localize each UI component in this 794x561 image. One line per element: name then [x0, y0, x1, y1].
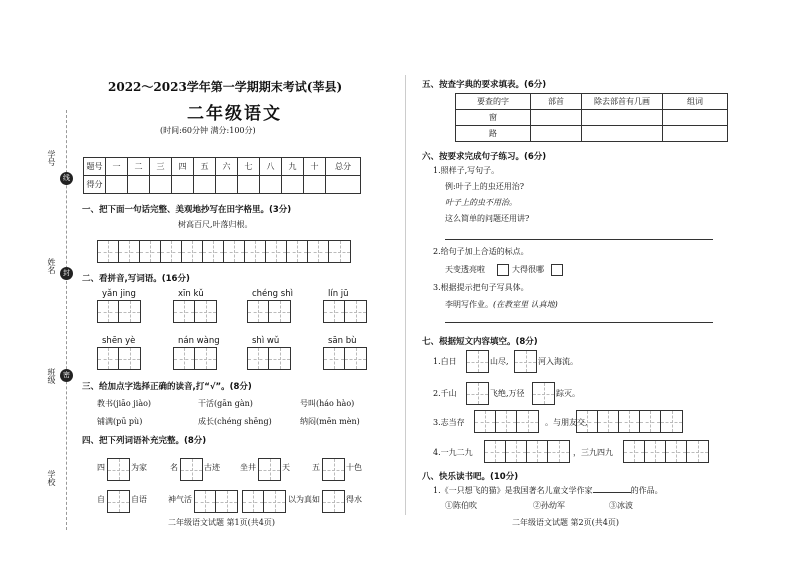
score-row-label: 得分 [84, 176, 106, 194]
tianzige-cell[interactable] [119, 301, 140, 322]
tianzige-cell[interactable] [119, 348, 140, 369]
margin-label-name: 姓名 [47, 258, 56, 274]
q3-item[interactable]: 纳闷(mēn mèn) [300, 417, 360, 426]
tianzige-cell[interactable] [517, 411, 538, 432]
time-info: (时间:60分钟 满分:100分) [160, 126, 256, 135]
tianzige-cell[interactable] [108, 491, 129, 512]
tianzige-cell[interactable] [661, 411, 682, 432]
tianzige-cell[interactable] [345, 301, 366, 322]
score-cell[interactable] [260, 176, 282, 194]
q2-title: 二、看拼音,写词语。(16分) [82, 274, 190, 284]
tianzige-cell[interactable] [119, 241, 140, 262]
score-cell[interactable] [106, 176, 128, 194]
word-grid[interactable] [247, 347, 291, 370]
tianzige-cell[interactable] [98, 301, 119, 322]
tianzige-cell[interactable] [329, 241, 350, 262]
exam-title: 2022～2023学年第一学期期末考试(莘县) [108, 80, 343, 94]
word-grid[interactable] [323, 300, 367, 323]
tianzige-cell[interactable] [161, 241, 182, 262]
score-header-cell: 五 [194, 158, 216, 176]
dict-cell[interactable] [582, 126, 663, 142]
tianzige-cell[interactable] [181, 459, 202, 480]
tianzige-cell[interactable] [527, 441, 548, 462]
dict-cell[interactable] [663, 126, 728, 142]
pinyin-label: yǎn jing [102, 289, 136, 299]
idiom-grid[interactable] [107, 458, 130, 481]
poem-grid[interactable] [532, 382, 555, 405]
score-header-cell: 十 [304, 158, 326, 176]
answer-line[interactable] [445, 239, 713, 240]
q5-title: 五、按查字典的要求填表。(6分) [422, 80, 547, 90]
dict-char: 路 [456, 126, 531, 142]
tianzige-cell[interactable] [506, 441, 527, 462]
score-header-cell: 一 [106, 158, 128, 176]
q8-title: 八、快乐读书吧。(10分) [422, 472, 519, 482]
word-grid[interactable] [247, 300, 291, 323]
score-table [83, 157, 361, 194]
q3-item[interactable]: 教书(jiāo jiào) [97, 399, 152, 408]
idiom-suffix: 得水 [346, 495, 362, 504]
punctuation-box[interactable] [497, 264, 509, 276]
q6-example: 例:叶子上的虫还用治? [445, 182, 524, 191]
poem-grid[interactable] [623, 440, 709, 463]
tianzige-cell[interactable] [245, 241, 266, 262]
dict-cell[interactable] [582, 110, 663, 126]
tianzige-cell[interactable] [195, 348, 216, 369]
q6-item1: 1.照样子,写句子。 [433, 166, 500, 175]
poem-grid[interactable] [576, 410, 683, 433]
tianzige-cell[interactable] [467, 351, 488, 372]
q6-title: 六、按要求完成句子练习。(6分) [422, 152, 547, 162]
idiom-suffix: 为家 [131, 463, 147, 472]
word-grid[interactable] [173, 347, 217, 370]
idiom-prefix: 如 [312, 495, 320, 504]
score-header-cell: 总分 [326, 158, 361, 176]
poem-text: 3.志当存 [433, 418, 465, 427]
tianzige-cell[interactable] [308, 241, 329, 262]
tianzige-cell[interactable] [577, 411, 598, 432]
idiom-grid[interactable] [194, 490, 238, 513]
q6-punct-part: 大得很哪 [512, 265, 544, 274]
q8-option[interactable]: ②孙幼军 [533, 501, 565, 510]
margin-label-class: 班级 [47, 368, 56, 384]
tianzige-cell[interactable] [174, 301, 195, 322]
dict-header: 除去部首有几画 [582, 94, 663, 110]
poem-grid[interactable] [514, 350, 537, 373]
q6-item2: 2.给句子加上合适的标点。 [433, 247, 529, 256]
q3-title: 三、给加点字选择正确的读音,打“√”。(8分) [82, 382, 252, 392]
q4-title: 四、把下列词语补充完整。(8分) [82, 436, 207, 446]
tianzige-cell[interactable] [269, 301, 290, 322]
tianzige-cell[interactable] [323, 491, 344, 512]
dict-header: 要查的字 [456, 94, 531, 110]
tianzige-cell[interactable] [345, 348, 366, 369]
idiom-grid[interactable] [322, 490, 345, 513]
tianzige-cell[interactable] [108, 459, 129, 480]
margin-circle-mi: 密 [60, 369, 73, 382]
dict-cell[interactable] [531, 110, 582, 126]
tianzige-cell[interactable] [259, 459, 280, 480]
poem-text: 山尽, [490, 357, 509, 366]
dict-header: 部首 [531, 94, 582, 110]
tianzige-cell[interactable] [269, 348, 290, 369]
score-header-cell: 二 [128, 158, 150, 176]
idiom-suffix: 天 [282, 463, 290, 472]
score-cell[interactable] [128, 176, 150, 194]
tianzige-cell[interactable] [248, 301, 269, 322]
score-header-cell: 九 [282, 158, 304, 176]
tianzige-cell[interactable] [624, 441, 645, 462]
idiom-prefix: 神气活 [168, 495, 192, 504]
q8-option[interactable]: ①陈伯吹 [445, 501, 477, 510]
score-header-cell: 题号 [84, 158, 106, 176]
poem-text: 飞绝,万径 [490, 389, 525, 398]
tianzige-cell[interactable] [548, 441, 569, 462]
margin-circle-feng: 封 [60, 267, 73, 280]
idiom-suffix: 自语 [131, 495, 147, 504]
idiom-grid[interactable] [258, 458, 281, 481]
score-cell[interactable] [216, 176, 238, 194]
tianzige-cell[interactable] [645, 441, 666, 462]
word-grid[interactable] [97, 347, 141, 370]
dict-cell[interactable] [663, 110, 728, 126]
tianzige-cell[interactable] [496, 411, 517, 432]
subject-title: 二年级语文 [187, 104, 282, 124]
dict-cell[interactable] [531, 126, 582, 142]
tianzige-cell[interactable] [195, 491, 216, 512]
poem-text: 1.白日 [433, 357, 457, 366]
tianzige-cell[interactable] [485, 441, 506, 462]
tianzige-cell[interactable] [216, 491, 237, 512]
poem-text: ，三九四九 [573, 448, 613, 457]
word-grid[interactable] [97, 300, 141, 323]
q3-item[interactable]: 号叫(háo hào) [300, 399, 355, 408]
footer-left: 二年级语文试题 第1页(共4页) [168, 518, 275, 527]
tianzige-cell[interactable] [264, 491, 285, 512]
idiom-grid[interactable] [242, 490, 286, 513]
margin-circle-xian: 线 [60, 172, 73, 185]
tianzige-cell[interactable] [640, 411, 661, 432]
pinyin-label: nán wàng [178, 336, 220, 346]
dictionary-table [455, 93, 728, 142]
tianzige-cell[interactable] [174, 348, 195, 369]
idiom-prefix: 名 [170, 463, 178, 472]
answer-line[interactable] [445, 322, 713, 323]
poem-text: 。与朋友交, [545, 418, 588, 427]
poem-text: 2.千山 [433, 389, 457, 398]
tianzige-cell[interactable] [598, 411, 619, 432]
poem-grid[interactable] [466, 382, 489, 405]
tianzige-cell[interactable] [182, 241, 203, 262]
footer-right: 二年级语文试题 第2页(共4页) [512, 518, 619, 527]
q1-title: 一、把下面一句话完整、美观地抄写在田字格里。(3分) [82, 205, 292, 215]
score-cell[interactable] [238, 176, 260, 194]
tianzige-cell[interactable] [224, 241, 245, 262]
poem-text: 4.一九二九 [433, 448, 473, 457]
score-header-cell: 七 [238, 158, 260, 176]
q8-blank[interactable] [593, 492, 631, 493]
q3-item[interactable]: 成长(chéng shēng) [198, 417, 272, 426]
dict-header: 组词 [663, 94, 728, 110]
idiom-grid[interactable] [107, 490, 130, 513]
tianzige-cell[interactable] [203, 241, 224, 262]
punctuation-box[interactable] [551, 264, 563, 276]
tianzige-cell[interactable] [324, 301, 345, 322]
pinyin-label: lín jū [328, 289, 349, 299]
poem-text: 踪灭。 [556, 389, 580, 398]
pinyin-label: shēn yè [102, 336, 136, 346]
poem-grid[interactable] [466, 350, 489, 373]
score-cell[interactable] [326, 176, 361, 194]
idiom-prefix: 四 [97, 463, 105, 472]
tianzige-cell[interactable] [243, 491, 264, 512]
margin-label-student-id: 学号 [47, 150, 56, 166]
score-header-cell: 六 [216, 158, 238, 176]
tianzige-cell[interactable] [533, 383, 554, 404]
dict-char: 窗 [456, 110, 531, 126]
word-grid[interactable] [323, 347, 367, 370]
poem-grid[interactable] [484, 440, 570, 463]
tianzige-cell[interactable] [248, 348, 269, 369]
pinyin-label: sān bù [328, 336, 357, 346]
idiom-suffix: 以为真 [288, 495, 312, 504]
tianzige-cell[interactable] [324, 348, 345, 369]
idiom-suffix: 古迹 [204, 463, 220, 472]
pinyin-label: xīn kǔ [178, 289, 204, 299]
q1-writing-grid[interactable] [97, 240, 351, 263]
score-header-cell: 三 [150, 158, 172, 176]
q8-question: 1.《一只想飞的猫》是我国著名儿童文学作家 的作品。 [433, 486, 663, 495]
tianzige-cell[interactable] [475, 411, 496, 432]
q6-example-answer: 叶子上的虫不用治。 [445, 198, 517, 207]
page-divider [405, 75, 406, 515]
score-cell[interactable] [172, 176, 194, 194]
tianzige-cell[interactable] [140, 241, 161, 262]
score-cell[interactable] [304, 176, 326, 194]
idiom-prefix: 自 [97, 495, 105, 504]
q3-item[interactable]: 铺满(pū pù) [97, 417, 143, 426]
tianzige-cell[interactable] [467, 383, 488, 404]
poem-grid[interactable] [474, 410, 539, 433]
idiom-suffix: 十色 [346, 463, 362, 472]
word-grid[interactable] [173, 300, 217, 323]
tianzige-cell[interactable] [619, 411, 640, 432]
score-header-cell: 八 [260, 158, 282, 176]
q6-punct-part: 天变透亮啦 [445, 265, 485, 274]
tianzige-cell[interactable] [666, 441, 687, 462]
q6-question: 这么简单的问题还用讲? [445, 214, 530, 223]
tianzige-cell[interactable] [515, 351, 536, 372]
pinyin-label: chéng shì [252, 289, 293, 299]
tianzige-cell[interactable] [323, 459, 344, 480]
tianzige-cell[interactable] [687, 441, 708, 462]
pinyin-label: shì wǔ [252, 336, 280, 346]
score-cell[interactable] [282, 176, 304, 194]
tianzige-cell[interactable] [266, 241, 287, 262]
score-header-cell: 四 [172, 158, 194, 176]
q6-prompt: 李明写作业。(在教室里 认真地) [445, 300, 558, 309]
idiom-prefix: 五 [312, 463, 320, 472]
poem-text: 河入海流。 [538, 357, 578, 366]
score-cell[interactable] [194, 176, 216, 194]
q1-sentence: 树高百尺,叶落归根。 [178, 220, 253, 229]
q7-title: 七、根据短文内容填空。(8分) [422, 337, 538, 347]
idiom-prefix: 坐井 [240, 463, 256, 472]
tianzige-cell[interactable] [195, 301, 216, 322]
q8-option[interactable]: ③冰波 [609, 501, 633, 510]
idiom-grid[interactable] [322, 458, 345, 481]
tianzige-cell[interactable] [98, 348, 119, 369]
idiom-grid[interactable] [180, 458, 203, 481]
q3-item[interactable]: 干活(gān gàn) [198, 399, 253, 408]
margin-label-school: 学校 [47, 470, 56, 486]
q6-item3: 3.根据提示把句子写具体。 [433, 283, 529, 292]
score-cell[interactable] [150, 176, 172, 194]
tianzige-cell[interactable] [98, 241, 119, 262]
tianzige-cell[interactable] [287, 241, 308, 262]
